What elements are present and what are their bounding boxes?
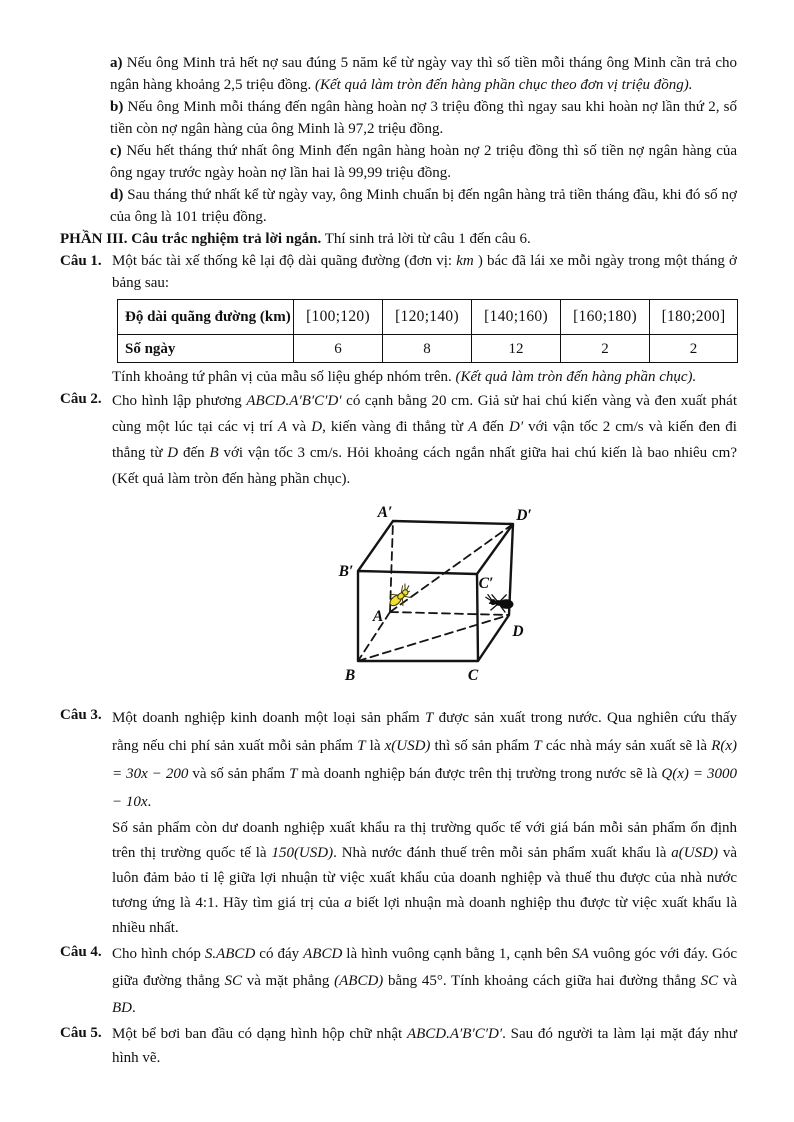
question-4-label: Câu 4.	[60, 944, 102, 960]
text-segment: là	[365, 738, 385, 754]
statement-d	[110, 184, 737, 228]
text-segment: đến	[477, 419, 510, 435]
text-segment: ABCD	[303, 946, 343, 962]
question-4	[60, 941, 737, 1022]
table-row-days	[118, 335, 738, 363]
text-segment: Q(x) = 3000 − 10x	[112, 766, 737, 810]
text-segment: T	[533, 738, 542, 754]
question-2-body	[112, 388, 737, 492]
text-segment: A	[277, 419, 288, 435]
question-2-label: Câu 2.	[60, 391, 102, 407]
text-segment: T	[289, 766, 298, 782]
text-segment: Một doanh nghiệp kinh doanh một loại sản phẩm	[112, 710, 425, 726]
question-1	[60, 250, 737, 388]
question-5	[60, 1022, 737, 1070]
question-3-label: Câu 3.	[60, 707, 102, 723]
frequency-table	[117, 299, 738, 363]
vertex-label-c-prime: C′	[478, 575, 494, 592]
text-segment: được sản xuất trong nước. Qua nghiên cứu thấy rằng nếu chi phí sản xuất mỗi sản phẩm	[112, 710, 737, 754]
text-segment: Nếu ông Minh trả hết nợ sau đúng 5 năm kể từ ngày vay thì số tiền mỗi tháng ông Minh cần trả cho ngân hàng khoảng 2,5 triệu đồng.	[110, 55, 737, 93]
question-3	[60, 704, 737, 941]
question-4-body	[112, 941, 737, 1022]
question-3-para2	[112, 816, 737, 941]
text-segment: . Nhà nước đánh thuế trên mỗi sản phẩm xuất khẩu là	[333, 845, 672, 861]
text-segment: PHẦN III. Câu trắc nghiệm trả lời ngắn.	[60, 231, 322, 247]
vertex-label-a: A	[372, 608, 384, 625]
text-segment: (Kết quả làm tròn đến hàng phần chục theo đơn vị triệu đồng).	[314, 77, 693, 93]
text-segment: Cho hình lập phương	[112, 393, 247, 409]
cube-figure-svg	[332, 498, 572, 700]
text-segment: Một bác tài xế thống kê lại độ dài quãng đường (đơn vị:	[112, 253, 457, 269]
text-segment: a(USD)	[671, 845, 718, 861]
text-segment: Tính khoảng tứ phân vị của mẫu số liệu ghép nhóm trên.	[112, 369, 456, 385]
text-segment: ) bác đã lái xe mỗi ngày trong một tháng ở bảng sau:	[112, 253, 737, 291]
text-segment: Nếu hết tháng thứ nhất ông Minh đến ngân hàng hoàn nợ 2 triệu đồng thì số tiền nợ ngân hàng của ông ngay trước ngày hoàn nợ lần hai là 99,99 triệu đồng.	[110, 143, 738, 181]
table-cell-value: 8	[383, 335, 472, 363]
text-segment: và luôn đảm bảo tỉ lệ giữa lợi nhuận từ việc xuất khẩu của doanh nghiệp và thuế thu được của nhà nước tương ứng là 4:1. Hãy tìm giá trị của	[112, 845, 737, 911]
text-segment: có cạnh bằng 20 cm. Giả sử hai chú kiến vàng và đen xuất phát cùng một lúc tại các vị trí	[112, 393, 738, 435]
text-segment: , kiến vàng đi thẳng từ	[322, 419, 469, 435]
vertex-label-b-prime: B′	[338, 563, 354, 580]
table-row-label: Số ngày	[118, 335, 294, 363]
text-segment: và mặt phẳng	[241, 973, 335, 989]
text-segment: ABCD.A′B′C′D′	[406, 1026, 503, 1042]
text-segment: mà doanh nghiệp bán được trên thị trường trong nước sẽ là	[297, 766, 662, 782]
text-segment: b)	[110, 99, 128, 115]
question-1-intro	[112, 250, 737, 294]
vertex-label-d: D	[512, 623, 524, 640]
table-header-cell: Độ dài quãng đường (km)	[118, 300, 294, 335]
text-segment: SC	[224, 973, 242, 989]
table-cell-interval: [100;120)	[294, 300, 383, 335]
section-header	[60, 228, 737, 250]
text-segment: a)	[110, 55, 127, 71]
text-segment: S.ABCD	[204, 946, 256, 962]
text-segment: và số sản phẩm	[188, 766, 290, 782]
text-segment: bằng 45°. Tính khoảng cách giữa hai đường thẳng	[383, 973, 701, 989]
text-segment: BD	[112, 1000, 132, 1016]
text-segment: và	[287, 419, 312, 435]
question-1-label: Câu 1.	[60, 253, 102, 269]
table-cell-value: 2	[650, 335, 738, 363]
table-cell-interval: [160;180)	[561, 300, 650, 335]
text-segment: ABCD.A′B′C′D′	[246, 393, 342, 409]
text-segment: D	[167, 445, 179, 461]
text-segment: D	[311, 419, 323, 435]
statement-a	[110, 52, 737, 96]
text-segment: SA	[572, 946, 589, 962]
table-cell-value: 2	[561, 335, 650, 363]
vertex-label-b: B	[344, 667, 356, 684]
question-1-outro	[112, 366, 737, 388]
table-cell-interval: [180;200]	[650, 300, 738, 335]
text-segment: a	[344, 895, 352, 911]
table-cell-value: 6	[294, 335, 383, 363]
vertex-label-c: C	[467, 667, 479, 684]
text-segment: SC	[700, 973, 719, 989]
text-segment: vuông góc với đáy. Góc giữa đường thẳng	[112, 946, 737, 989]
vertex-label-a-prime: A′	[377, 504, 393, 521]
table-row-intervals	[118, 300, 738, 335]
text-segment: Thí sinh trả lời từ câu 1 đến câu 6.	[321, 231, 531, 247]
question-2	[60, 388, 737, 492]
text-segment: A	[468, 419, 478, 435]
question-3-para1	[112, 704, 737, 816]
question-5-body	[112, 1022, 737, 1070]
text-segment: c)	[110, 143, 127, 159]
text-segment: thì số sản phẩm	[430, 738, 534, 754]
vertex-label-d-prime: D′	[516, 507, 532, 524]
statement-b	[110, 96, 737, 140]
text-segment: (Kết quả làm tròn đến hàng phần chục).	[455, 369, 697, 385]
text-segment: .	[132, 1000, 136, 1016]
text-segment: đến	[178, 445, 210, 461]
text-segment: R(x) = 30x − 200	[112, 738, 737, 782]
text-segment: có đáy	[255, 946, 304, 962]
table-cell-value: 12	[472, 335, 561, 363]
text-segment: km	[456, 253, 474, 269]
text-segment: Một bể bơi ban đầu có dạng hình hộp chữ nhật	[112, 1026, 407, 1042]
text-segment: x(USD)	[384, 738, 431, 754]
text-segment: Nếu ông Minh mỗi tháng đến ngân hàng hoàn nợ 3 triệu đồng thì ngay sau khi hoàn nợ lần thứ 2, số tiền còn nợ ngân hàng của ông Minh là 97,2 triệu đồng.	[110, 99, 737, 137]
statement-c	[110, 140, 737, 184]
table-cell-interval: [120;140)	[383, 300, 472, 335]
text-segment: T	[357, 738, 366, 754]
text-segment: biết lợi nhuận mà doanh nghiệp thu được từ việc xuất khẩu là nhiều nhất.	[112, 895, 737, 936]
text-segment: .	[147, 794, 152, 810]
text-segment: các nhà máy sản xuất sẽ là	[541, 738, 712, 754]
text-segment: D′	[509, 419, 524, 435]
cube-figure	[332, 498, 572, 700]
text-segment: T	[425, 710, 434, 726]
text-segment: với vận tốc 2 cm/s và kiến đen đi thẳng từ	[112, 419, 737, 461]
text-segment: với vận tốc 3 cm/s. Hỏi khoảng cách ngắn nhất giữa hai chú kiến là bao nhiêu cm? (Kết quả làm tròn đến hàng phần chục).	[112, 445, 737, 487]
text-segment: Số sản phẩm còn dư doanh nghiệp xuất khẩu ra thị trường quốc tế với giá bán mỗi sản phẩm ổn định trên thị trường quốc tế là	[112, 820, 737, 861]
text-segment: B	[209, 445, 219, 461]
text-segment: là hình vuông cạnh bằng 1, cạnh bên	[342, 946, 573, 962]
text-segment: d)	[110, 187, 128, 203]
text-segment: (ABCD)	[334, 973, 384, 989]
text-segment: 150(USD)	[271, 845, 334, 861]
text-segment: Sau tháng thứ nhất kể từ ngày vay, ông Minh chuẩn bị đến ngân hàng trả tiền tháng đầu, khi đó số nợ của ông là 101 triệu đồng.	[110, 187, 737, 225]
text-segment: Cho hình chóp	[112, 946, 205, 962]
table-cell-interval: [140;160)	[472, 300, 561, 335]
question-5-label: Câu 5.	[60, 1025, 102, 1041]
text-segment: . Sau đó người ta làm lại mặt đáy như hình vẽ.	[112, 1026, 737, 1066]
text-segment: và	[718, 973, 738, 989]
